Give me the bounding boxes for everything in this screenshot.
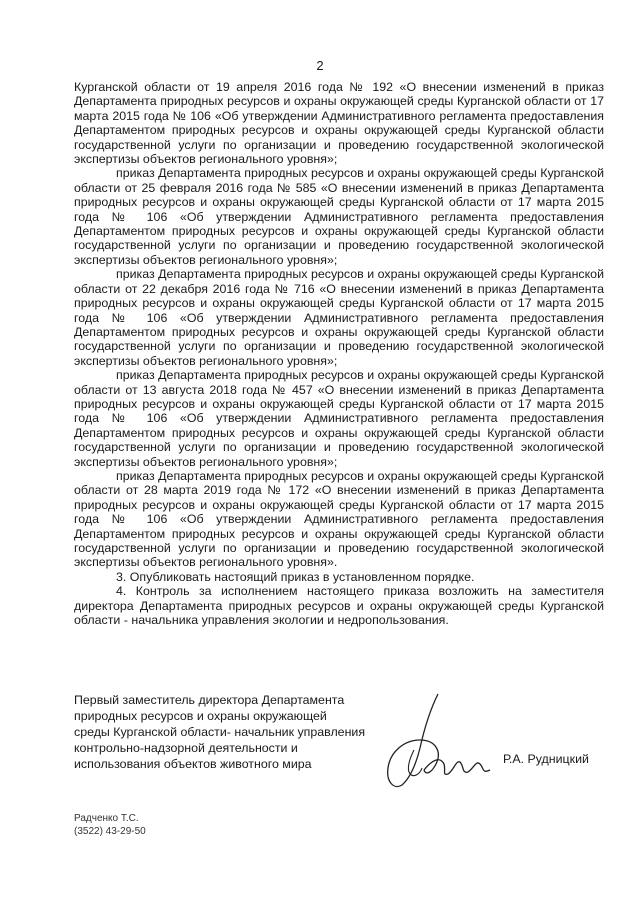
paragraph-publish: 3. Опубликовать настоящий приказ в установленном порядке. xyxy=(116,569,475,584)
signatory-title-line: Первый заместитель директора Департамента xyxy=(74,693,345,707)
author-name: Радченко Т.С. xyxy=(74,813,139,824)
paragraph-order-457: приказ Департамента природных ресурсов и охраны окружающей среды Курганской области от 13 августа 2018 года № 457 «О внесении изменений в приказ Департамента природных ресурсов и охраны окружающей среды Курганской области от 17 марта 2015 года № 106 «Об утверждении Административного регламента предоставления Департаментом природных ресурсов и охраны окружающей среды Курганской области государственной услуги по организации и проведению государственной экологической экспертизы объектов регионального уровня»; xyxy=(74,368,604,469)
handwritten-signature-icon xyxy=(380,690,510,795)
paragraph-order-585: приказ Департамента природных ресурсов и охраны окружающей среды Курганской области от 25 февраля 2016 года № 585 «О внесении изменений в приказ Департамента природных ресурсов и охраны окружающей среды Курганской области от 17 марта 2015 года № 106 «Об утверждении Административного регламента предоставления Департаментом природных ресурсов и охраны окружающей среды Курганской области государственной услуги по организации и проведению государственной экологической экспертизы объектов регионального уровня»; xyxy=(74,166,604,267)
contact-block xyxy=(74,812,146,838)
paragraph-order-716: приказ Департамента природных ресурсов и охраны окружающей среды Курганской области от 22 декабря 2016 года № 716 «О внесении изменений в приказ Департамента природных ресурсов и охраны окружающей среды Курганской области от 17 марта 2015 года № 106 «Об утверждении Административного регламента предоставления Департаментом природных ресурсов и охраны окружающей среды Курганской области государственной услуги по организации и проведению государственной экологической экспертизы объектов регионального уровня»; xyxy=(74,267,604,368)
signatory-name: Р.А. Рудницкий xyxy=(503,752,589,766)
signatory-title-line: контрольно-надзорной деятельности и xyxy=(74,741,298,755)
signatory-title-line: природных ресурсов и охраны окружающей xyxy=(74,709,327,723)
document-body xyxy=(74,80,604,627)
signatory-title-line: использования объектов животного мира xyxy=(74,757,312,771)
paragraph-order-172: приказ Департамента природных ресурсов и охраны окружающей среды Курганской области от 28 марта 2019 года № 172 «О внесении изменений в приказ Департамента природных ресурсов и охраны окружающей среды Курганской области от 17 марта 2015 года № 106 «Об утверждении Административного регламента предоставления Департаментом природных ресурсов и охраны окружающей среды Курганской области государственной услуги по организации и проведению государственной экологической экспертизы объектов регионального уровня». xyxy=(74,468,604,570)
paragraph-control: 4. Контроль за исполнением настоящего приказа возложить на заместителя директора Департамента природных ресурсов и охраны окружающей среды Курганской области - начальника управления экологии и недропользования. xyxy=(74,584,604,628)
author-phone: (3522) 43-29-50 xyxy=(74,826,146,837)
paragraph-continuation: Курганской области от 19 апреля 2016 года № 192 «О внесении изменений в приказ Департамента природных ресурсов и охраны окружающей среды Курганской области от 17 марта 2015 года № 106 «Об утверждении Административного регламента предоставления Департаментом природных ресурсов и охраны окружающей среды Курганской области государственной услуги по организации и проведению государственной экологической экспертизы объектов регионального уровня»; xyxy=(74,80,604,167)
signatory-title-line: среды Курганской области- начальник управления xyxy=(74,725,366,739)
page-number: 2 xyxy=(316,58,324,73)
signatory-title xyxy=(74,692,374,772)
